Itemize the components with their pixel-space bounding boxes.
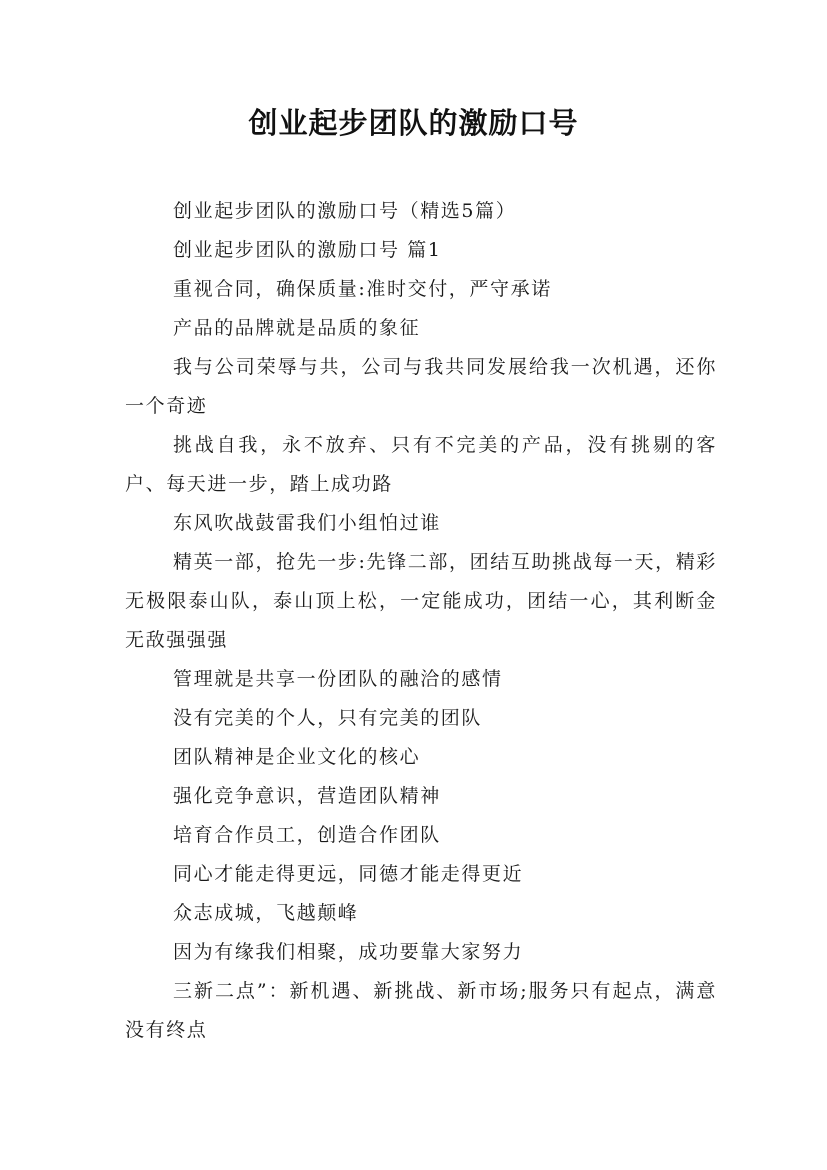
- paragraph: 强化竞争意识，营造团队精神: [173, 785, 441, 807]
- document-body: [125, 192, 717, 1050]
- paragraph: 没有完美的个人，只有完美的团队: [173, 707, 483, 729]
- paragraph: 东风吹战鼓雷我们小组怕过谁: [173, 512, 441, 534]
- paragraph: 同心才能走得更远，同德才能走得更近: [173, 863, 524, 885]
- paragraph: 众志成城，飞越颠峰: [173, 902, 359, 924]
- paragraph: 管理就是共享一份团队的融洽的感情: [173, 668, 503, 690]
- paragraph-section-heading: 创业起步团队的激励口号 篇1: [173, 239, 442, 261]
- paragraph: 因为有缘我们相聚，成功要靠大家努力: [173, 941, 524, 963]
- paragraph: 培育合作员工，创造合作团队: [173, 824, 441, 846]
- paragraph: 我与公司荣辱与共，公司与我共同发展给我一次机遇，还你一个奇迹: [125, 356, 717, 417]
- paragraph: 精英一部，抢先一步:先锋二部，团结互助挑战每一天，精彩无极限泰山队，泰山顶上松，一定能成功，团结一心，其利断金无敌强强强: [125, 551, 717, 651]
- document-title: 创业起步团队的激励口号: [248, 106, 579, 140]
- paragraph: 三新二点”：新机遇、新挑战、新市场;服务只有起点，满意没有终点: [125, 980, 717, 1041]
- paragraph: 团队精神是企业文化的核心: [173, 746, 421, 768]
- paragraph: 产品的品牌就是品质的象征: [173, 317, 421, 339]
- paragraph-subtitle: 创业起步团队的激励口号（精选5篇）: [173, 200, 517, 222]
- paragraph: 重视合同，确保质量:准时交付，严守承诺: [173, 278, 552, 300]
- paragraph: 挑战自我，永不放弃、只有不完美的产品，没有挑剔的客户、每天进一步，踏上成功路: [125, 434, 717, 495]
